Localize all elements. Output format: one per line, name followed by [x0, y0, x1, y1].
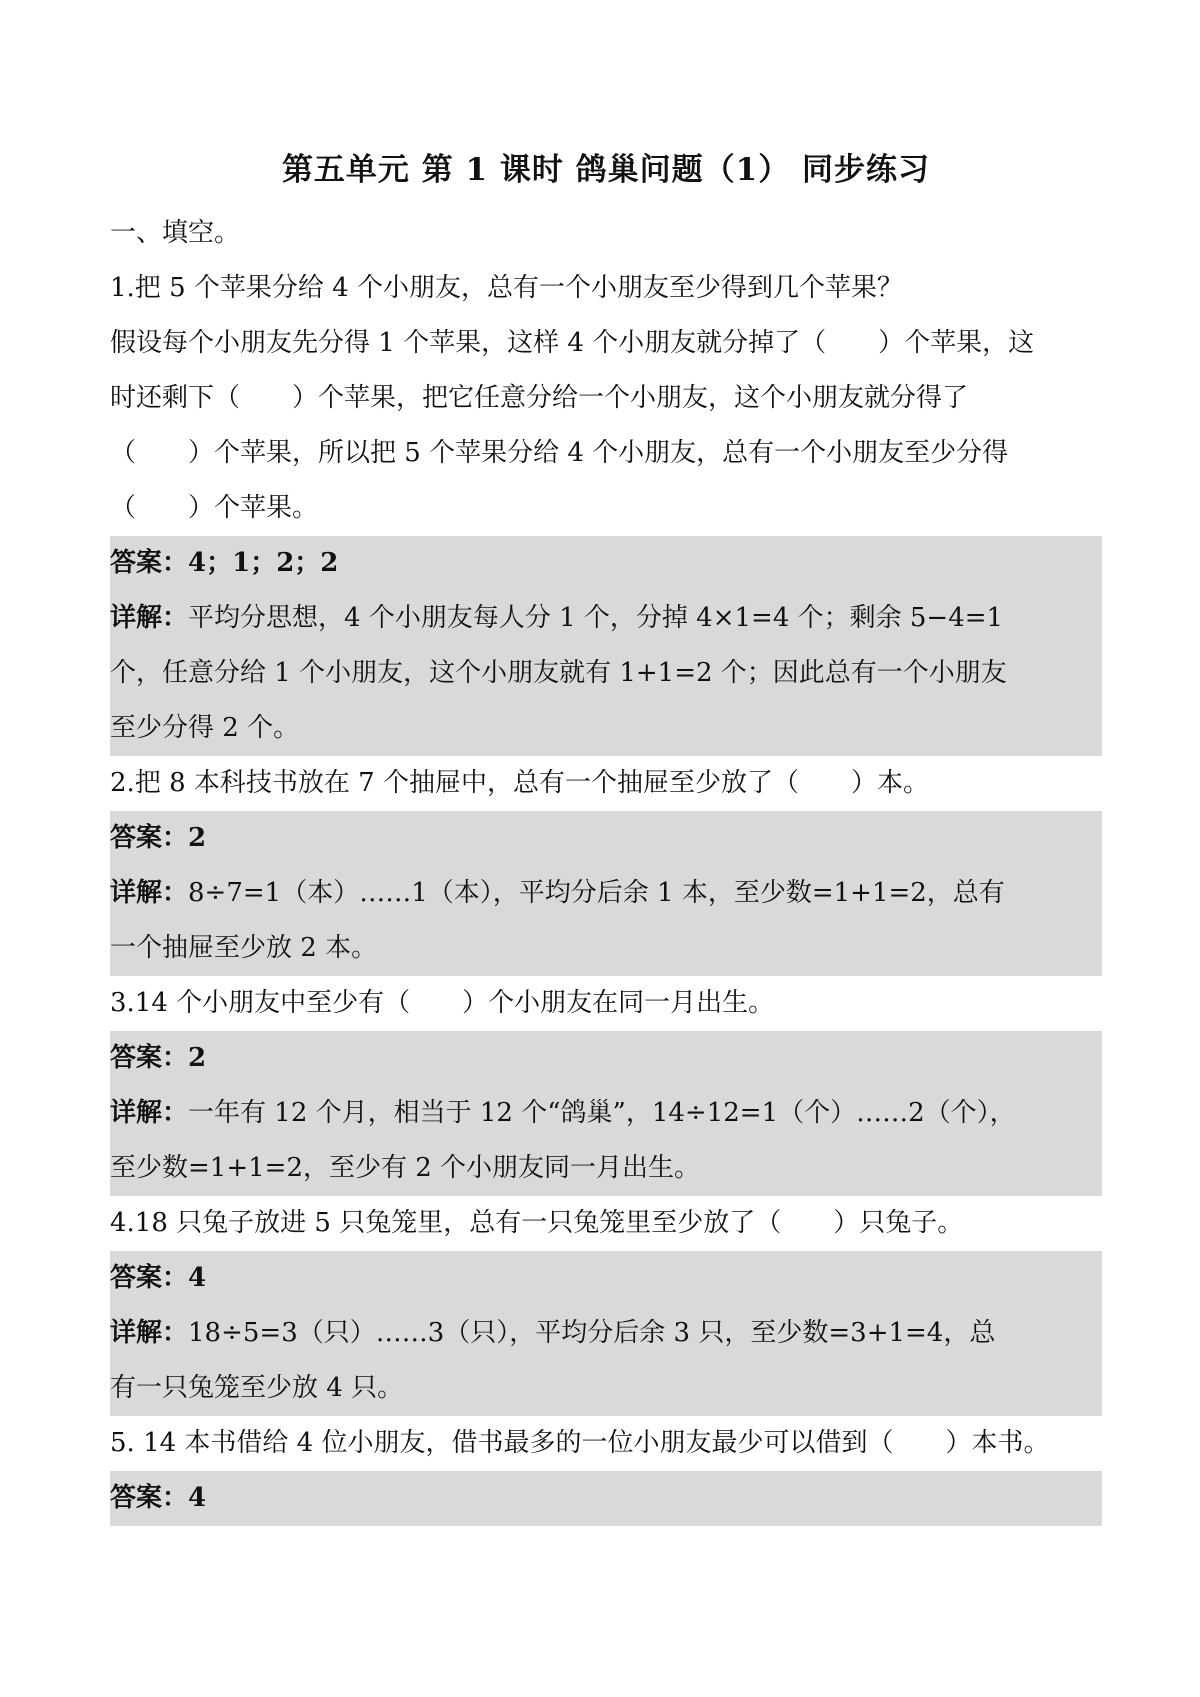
- answer-label: 答案：: [110, 823, 189, 853]
- answer-label: 答案：: [110, 548, 189, 578]
- question-line: 5. 14 本书借给 4 位小朋友，借书最多的一位小朋友最少可以借到（ ）本书。: [110, 1428, 1050, 1458]
- explanation-line: [110, 591, 1102, 646]
- explanation-line: [110, 1306, 1102, 1361]
- question-line: 假设每个小朋友先分得 1 个苹果，这样 4 个小朋友就分掉了（ ）个苹果，这: [110, 328, 1035, 358]
- answer-value: 2: [188, 823, 207, 853]
- explanation-line: [110, 866, 1102, 921]
- answer-box: [110, 811, 1102, 976]
- answer-line: [110, 1471, 1102, 1526]
- explanation-line: [110, 921, 1102, 976]
- explanation-line: [110, 1086, 1102, 1141]
- explanation-line: [110, 1361, 1102, 1416]
- question-text: [110, 756, 1102, 811]
- answer-box: [110, 1031, 1102, 1196]
- explanation-text: 一个抽屉至少放 2 本。: [110, 933, 378, 963]
- question-line: 2.把 8 本科技书放在 7 个抽屉中，总有一个抽屉至少放了（ ）本。: [110, 768, 929, 798]
- answer-box: [110, 1251, 1102, 1416]
- section-heading: 一、填空。: [110, 218, 241, 248]
- answer-line: [110, 536, 1102, 591]
- question-line: （ ）个苹果。: [110, 493, 319, 523]
- question-line: 时还剩下（ ）个苹果，把它任意分给一个小朋友，这个小朋友就分得了: [110, 383, 969, 413]
- question-text: [110, 976, 1102, 1031]
- question-line: 3.14 个小朋友中至少有（ ）个小朋友在同一月出生。: [110, 988, 775, 1018]
- question-text: [110, 261, 1102, 536]
- answer-box: [110, 536, 1102, 756]
- answer-line: [110, 811, 1102, 866]
- answer-value: 4: [188, 1263, 207, 1293]
- explanation-text: 个，任意分给 1 个小朋友，这个小朋友就有 1+1=2 个；因此总有一个小朋友: [110, 658, 1007, 688]
- explanation-text: 至少数=1+1=2，至少有 2 个小朋友同一月出生。: [110, 1153, 701, 1183]
- explanation-label: 详解：: [110, 878, 189, 908]
- question-text: [110, 1196, 1102, 1251]
- explanation-text: 有一只兔笼至少放 4 只。: [110, 1373, 404, 1403]
- worksheet-page: [110, 140, 1102, 1526]
- question-line: 1.把 5 个苹果分给 4 个小朋友，总有一个小朋友至少得到几个苹果？: [110, 273, 903, 303]
- explanation-text: 至少分得 2 个。: [110, 713, 300, 743]
- question-text: [110, 1416, 1102, 1471]
- explanation-text: 平均分思想，4 个小朋友每人分 1 个，分掉 4×1=4 个；剩余 5−4=1: [188, 603, 1004, 633]
- explanation-label: 详解：: [110, 603, 189, 633]
- answer-line: [110, 1251, 1102, 1306]
- answer-label: 答案：: [110, 1483, 189, 1513]
- answer-value: 4；1；2；2: [188, 548, 339, 578]
- answer-box: [110, 1471, 1102, 1526]
- answer-label: 答案：: [110, 1043, 189, 1073]
- question-line: 4.18 只兔子放进 5 只兔笼里，总有一只兔笼里至少放了（ ）只兔子。: [110, 1208, 964, 1238]
- explanation-text: 一年有 12 个月，相当于 12 个“鸽巢”，14÷12=1（个）……2（个），: [188, 1098, 1016, 1128]
- question-list: [110, 261, 1102, 1526]
- answer-label: 答案：: [110, 1263, 189, 1293]
- explanation-label: 详解：: [110, 1318, 189, 1348]
- answer-value: 4: [188, 1483, 207, 1513]
- explanation-line: [110, 646, 1102, 701]
- explanation-line: [110, 1141, 1102, 1196]
- answer-value: 2: [188, 1043, 207, 1073]
- explanation-text: 18÷5=3（只）……3（只），平均分后余 3 只，至少数=3+1=4，总: [188, 1318, 996, 1348]
- explanation-text: 8÷7=1（本）……1（本），平均分后余 1 本，至少数=1+1=2，总有: [188, 878, 1005, 908]
- explanation-label: 详解：: [110, 1098, 189, 1128]
- explanation-line: [110, 701, 1102, 756]
- worksheet-title: 第五单元 第 1 课时 鸽巢问题（1） 同步练习: [281, 152, 931, 188]
- answer-line: [110, 1031, 1102, 1086]
- question-line: （ ）个苹果，所以把 5 个苹果分给 4 个小朋友，总有一个小朋友至少分得: [110, 438, 1009, 468]
